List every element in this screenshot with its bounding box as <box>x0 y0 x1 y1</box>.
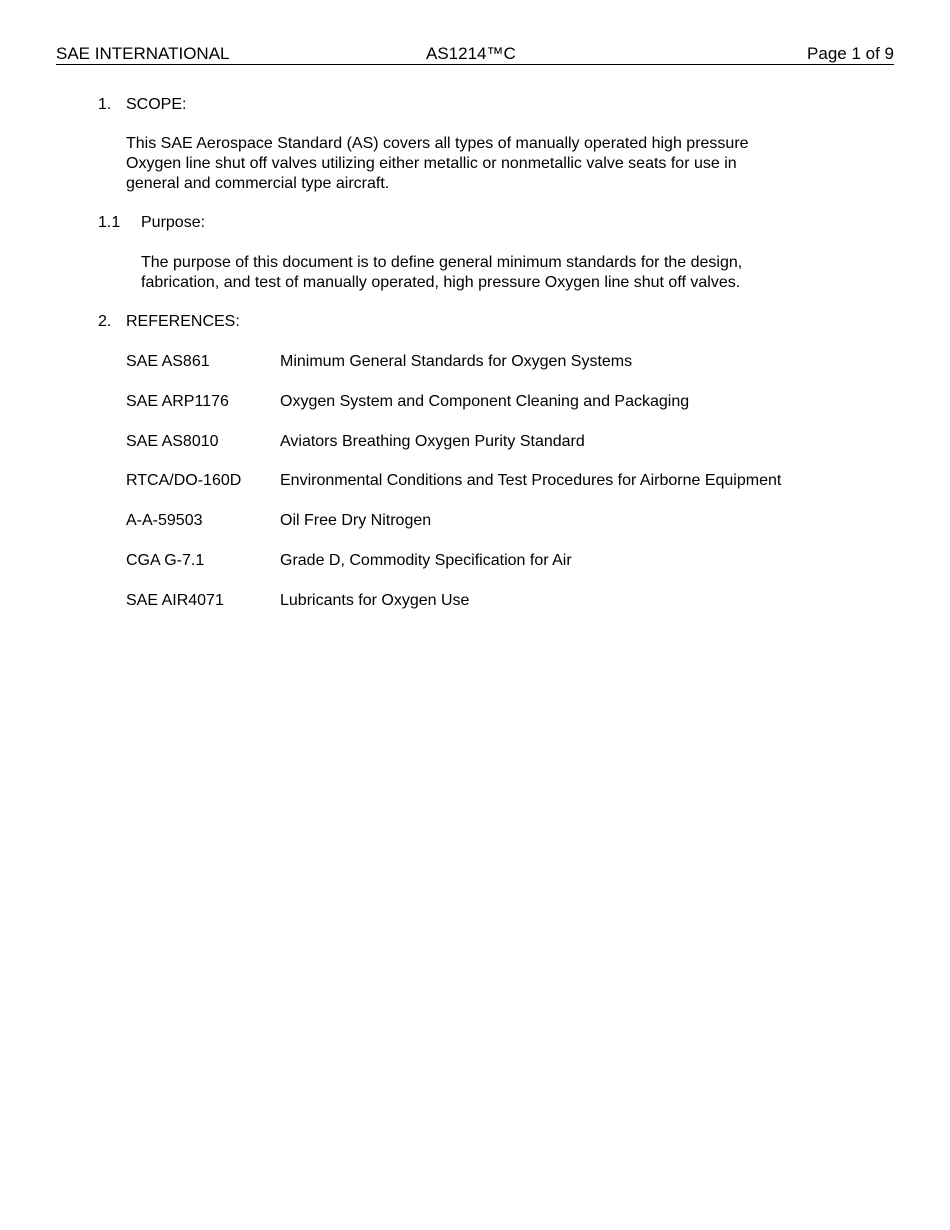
reference-code: A-A-59503 <box>126 512 203 529</box>
header-page-number: Page 1 of 9 <box>807 44 894 63</box>
reference-title: Environmental Conditions and Test Procedures for Airborne Equipment <box>280 472 782 489</box>
reference-code: CGA G-7.1 <box>126 552 205 569</box>
purpose-paragraph <box>141 253 742 293</box>
purpose-line: The purpose of this document is to define general minimum standards for the design, <box>141 254 743 271</box>
scope-line: Oxygen line shut off valves utilizing either metallic or nonmetallic valve seats for use in <box>126 155 737 172</box>
purpose-line: fabrication, and test of manually operated, high pressure Oxygen line shut off valves. <box>141 274 741 291</box>
header-organization: SAE INTERNATIONAL <box>56 44 230 63</box>
reference-code: SAE ARP1176 <box>126 393 229 410</box>
page-header <box>56 44 894 65</box>
section-1-number: 1. <box>98 96 112 113</box>
section-1-1-title: Purpose: <box>141 214 206 231</box>
reference-title: Oxygen System and Component Cleaning and Packaging <box>280 393 690 410</box>
scope-line: This SAE Aerospace Standard (AS) covers all types of manually operated high pressure <box>126 135 749 152</box>
reference-title: Oil Free Dry Nitrogen <box>280 512 432 529</box>
section-2-number: 2. <box>98 313 112 330</box>
reference-title: Grade D, Commodity Specification for Air <box>280 552 572 569</box>
section-1-title: SCOPE: <box>126 96 187 113</box>
reference-code: RTCA/DO-160D <box>126 472 242 489</box>
reference-title: Aviators Breathing Oxygen Purity Standard <box>280 433 585 450</box>
reference-code: SAE AS861 <box>126 353 210 370</box>
scope-line: general and commercial type aircraft. <box>126 175 390 192</box>
section-1-1-number: 1.1 <box>98 214 121 231</box>
section-2-title: REFERENCES: <box>126 313 240 330</box>
reference-code: SAE AS8010 <box>126 433 219 450</box>
scope-paragraph <box>126 134 749 194</box>
reference-title: Minimum General Standards for Oxygen Systems <box>280 353 633 370</box>
header-document-number: AS1214™C <box>426 44 516 63</box>
reference-code: SAE AIR4071 <box>126 592 224 609</box>
reference-title: Lubricants for Oxygen Use <box>280 592 470 609</box>
